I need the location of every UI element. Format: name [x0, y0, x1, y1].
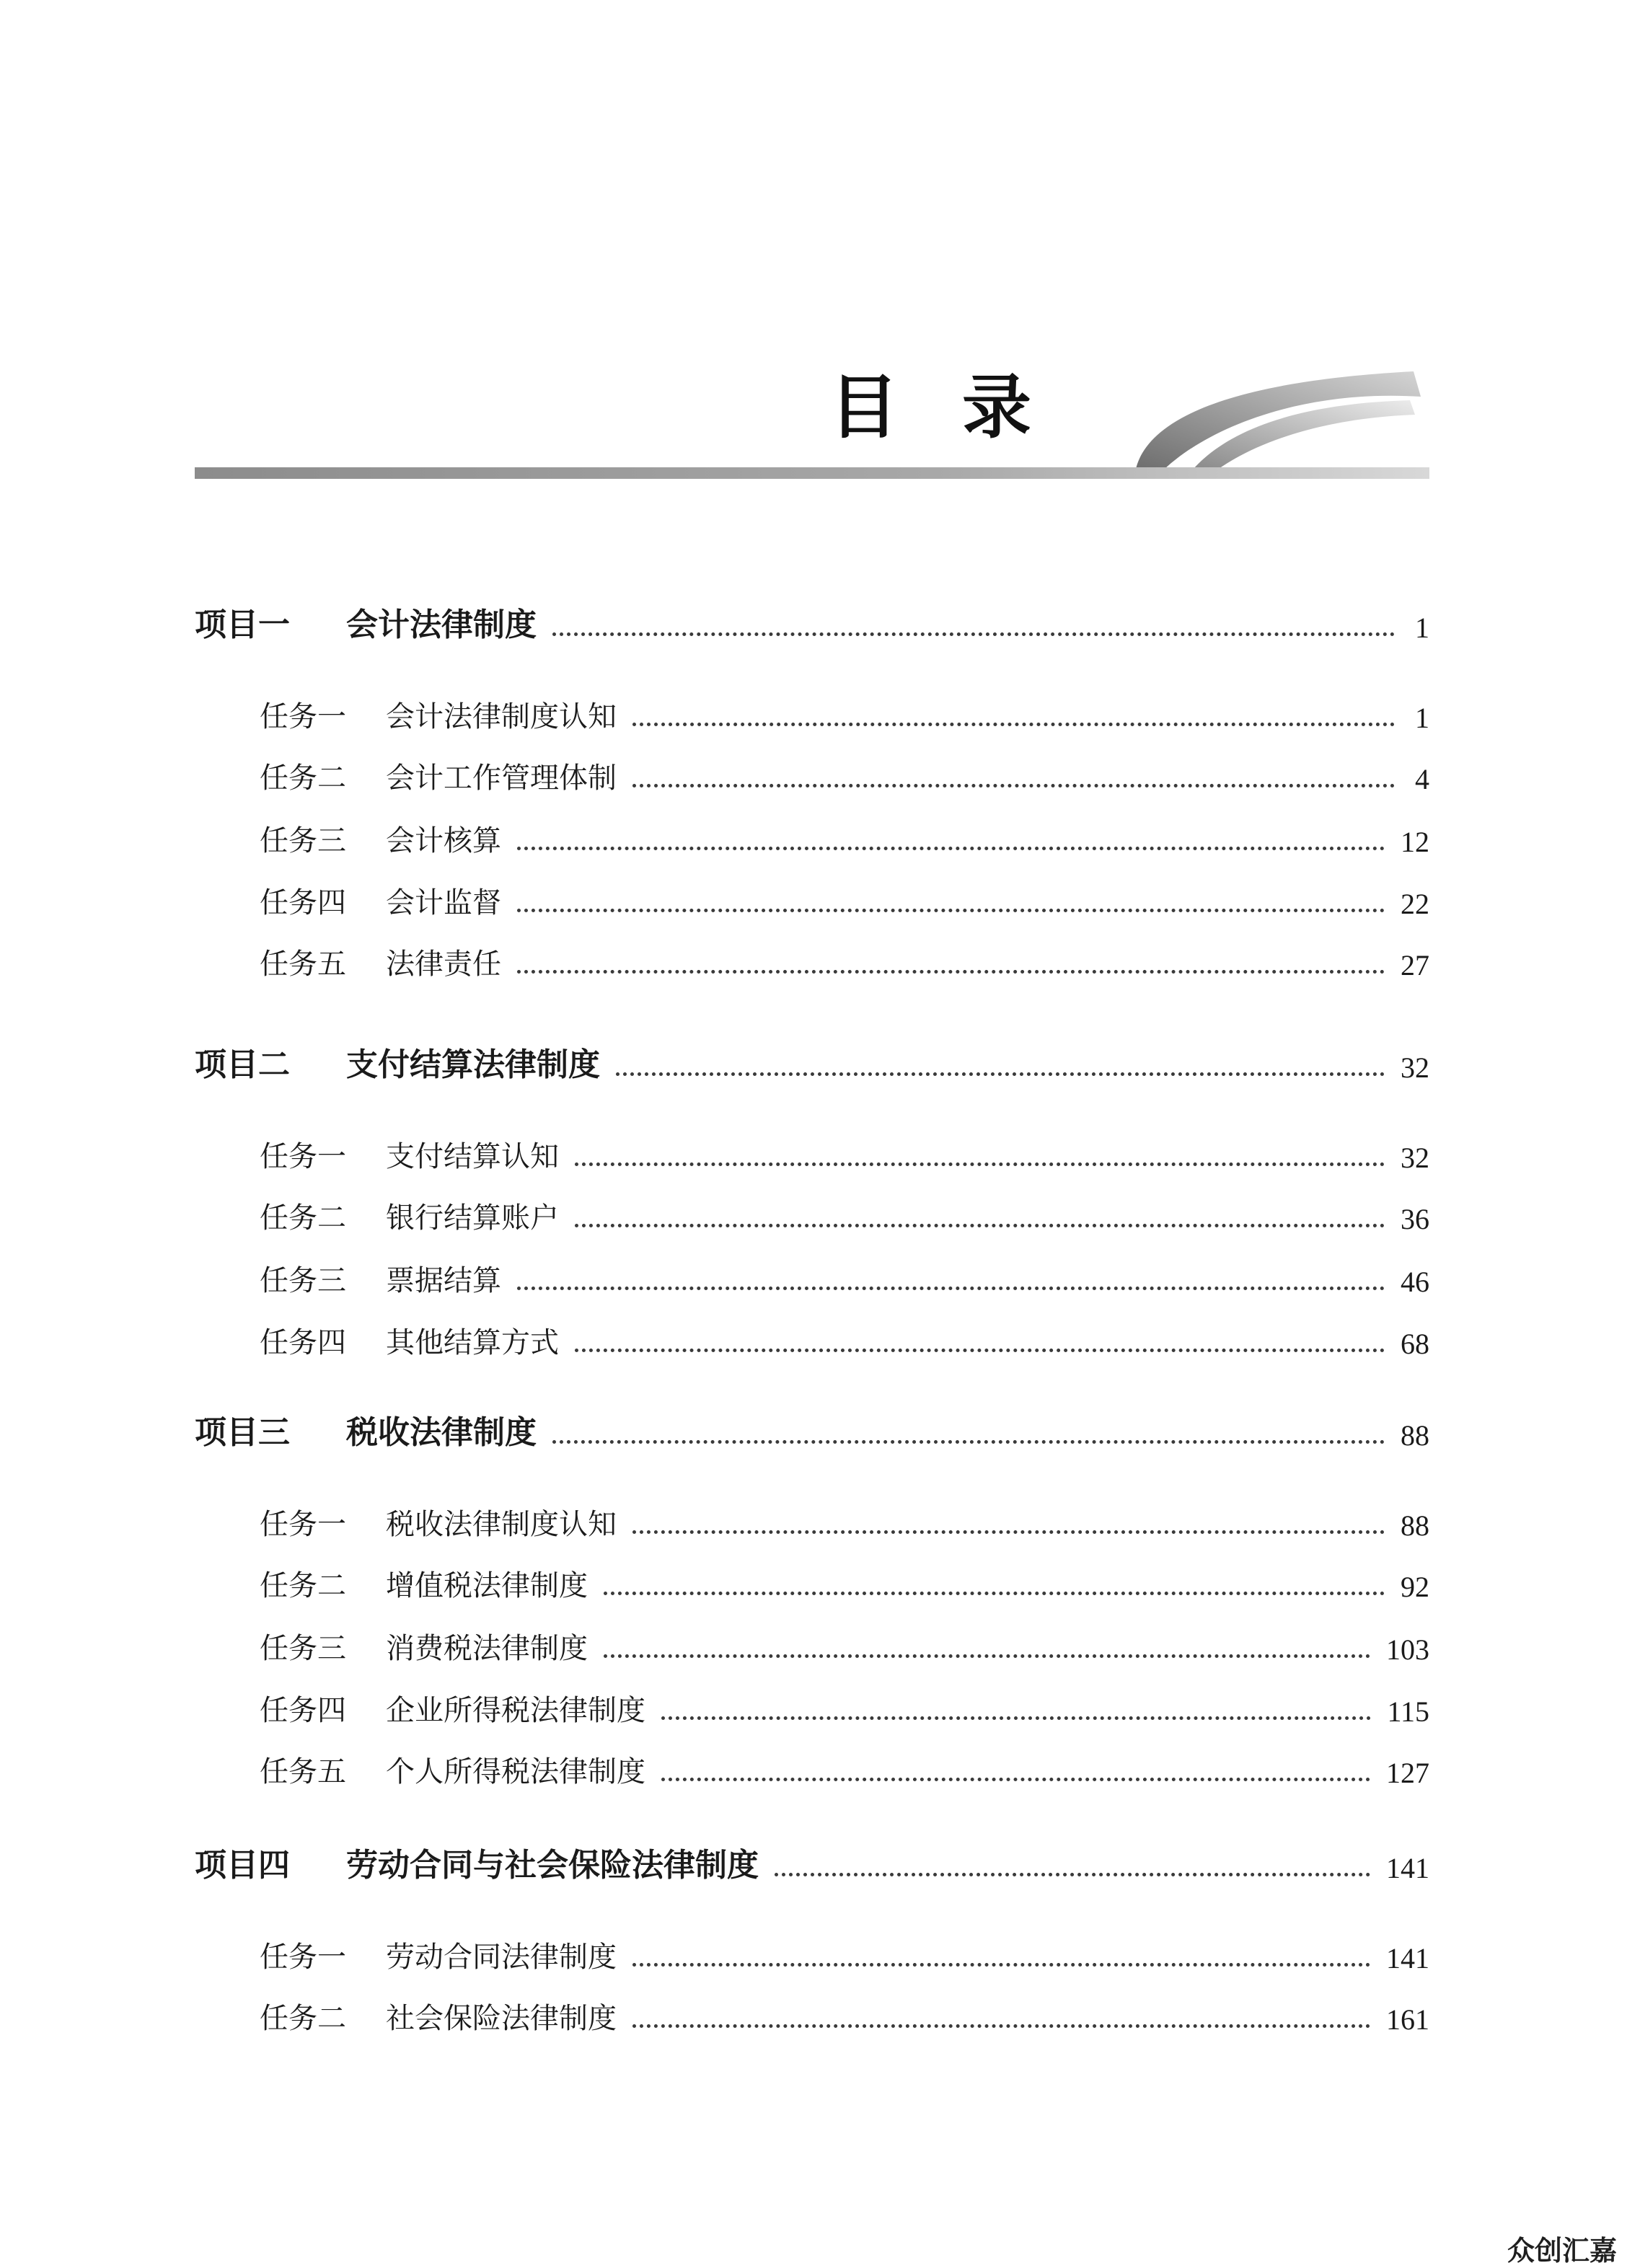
page-number: 161: [1386, 2003, 1429, 2036]
project-number: 项目二: [195, 1046, 290, 1083]
project-title: 会计法律制度: [346, 606, 537, 643]
dot-leader: [632, 2024, 1370, 2028]
dot-leader: [517, 1287, 1385, 1290]
toc-task-entry[interactable]: [260, 1315, 1429, 1361]
task-title: 增值税法律制度: [386, 1569, 588, 1602]
toc-project-entry[interactable]: [195, 1839, 1429, 1885]
page-number: 32: [1401, 1142, 1429, 1174]
toc-task-entry[interactable]: [260, 689, 1429, 735]
task-title: 会计工作管理体制: [386, 762, 617, 795]
dot-leader: [616, 1072, 1385, 1076]
task-number: 任务二: [260, 1569, 346, 1602]
toc-task-entry[interactable]: [260, 1929, 1429, 1975]
page-number: 92: [1401, 1571, 1429, 1603]
task-number: 任务四: [260, 1326, 346, 1359]
dot-leader: [775, 1873, 1370, 1876]
page-number: 36: [1401, 1203, 1429, 1235]
dot-leader: [517, 909, 1385, 912]
dot-leader: [632, 784, 1395, 787]
dot-leader: [575, 1349, 1385, 1352]
toc-task-entry[interactable]: [260, 1190, 1429, 1236]
project-title: 劳动合同与社会保险法律制度: [346, 1847, 759, 1884]
toc-task-entry[interactable]: [260, 1682, 1429, 1729]
task-number: 任务四: [260, 1694, 346, 1727]
task-number: 任务五: [260, 1755, 346, 1788]
task-title: 银行结算账户: [386, 1201, 559, 1235]
page-number: 22: [1401, 888, 1429, 920]
page-number: 1: [1415, 612, 1429, 644]
task-number: 任务四: [260, 886, 346, 919]
page-number: 88: [1401, 1509, 1429, 1542]
toc-task-entry[interactable]: [260, 875, 1429, 921]
toc-task-entry[interactable]: [260, 1253, 1429, 1299]
toc-task-entry[interactable]: [260, 936, 1429, 982]
page-number: 12: [1401, 826, 1429, 858]
task-title: 消费税法律制度: [386, 1632, 588, 1665]
toc-task-entry[interactable]: [260, 1744, 1429, 1790]
task-number: 任务一: [260, 700, 346, 733]
dot-leader: [552, 1440, 1385, 1444]
toc-project-entry[interactable]: [195, 1038, 1429, 1085]
task-title: 税收法律制度认知: [386, 1508, 617, 1541]
task-number: 任务三: [260, 824, 346, 857]
dot-leader: [575, 1162, 1385, 1166]
toc-task-entry[interactable]: [260, 1620, 1429, 1667]
toc-task-entry[interactable]: [260, 750, 1429, 796]
page-number: 127: [1386, 1757, 1429, 1789]
toc-project-entry[interactable]: [195, 599, 1429, 645]
dot-leader: [632, 723, 1395, 726]
toc-task-entry[interactable]: [260, 1129, 1429, 1175]
page-number: 46: [1401, 1266, 1429, 1298]
task-number: 任务三: [260, 1264, 346, 1297]
task-title: 社会保险法律制度: [386, 2002, 617, 2035]
page-number: 32: [1401, 1051, 1429, 1084]
title-rule: [195, 467, 1429, 479]
task-number: 任务一: [260, 1140, 346, 1173]
project-number: 项目三: [195, 1414, 290, 1451]
task-title: 个人所得税法律制度: [386, 1755, 645, 1788]
task-title: 企业所得税法律制度: [386, 1694, 645, 1727]
task-number: 任务二: [260, 2002, 346, 2035]
dot-leader: [517, 970, 1385, 974]
task-title: 法律责任: [386, 948, 501, 981]
title-swoosh-decoration: [1125, 361, 1428, 476]
task-title: 支付结算认知: [386, 1140, 559, 1173]
dot-leader: [661, 1716, 1371, 1720]
task-number: 任务三: [260, 1632, 346, 1665]
toc-project-entry[interactable]: [195, 1406, 1429, 1452]
task-number: 任务五: [260, 948, 346, 981]
task-number: 任务一: [260, 1508, 346, 1541]
page-number: 141: [1386, 1852, 1429, 1884]
task-title: 会计监督: [386, 886, 501, 919]
dot-leader: [517, 847, 1385, 850]
dot-leader: [604, 1654, 1370, 1658]
dot-leader: [604, 1592, 1385, 1595]
toc-task-entry[interactable]: [260, 1990, 1429, 2037]
page-number: 115: [1387, 1695, 1429, 1728]
project-number: 项目一: [195, 606, 290, 643]
task-title: 劳动合同法律制度: [386, 1941, 617, 1974]
page-number: 1: [1415, 702, 1429, 734]
project-title: 税收法律制度: [346, 1414, 537, 1451]
task-title: 会计核算: [386, 824, 501, 857]
task-title: 其他结算方式: [386, 1326, 559, 1359]
dot-leader: [632, 1963, 1370, 1967]
task-number: 任务二: [260, 762, 346, 795]
page-number: 4: [1415, 763, 1429, 795]
task-number: 任务二: [260, 1201, 346, 1235]
dot-leader: [632, 1530, 1385, 1534]
dot-leader: [661, 1778, 1370, 1781]
project-number: 项目四: [195, 1847, 290, 1884]
task-number: 任务一: [260, 1941, 346, 1974]
dot-leader: [552, 632, 1395, 636]
page-number: 88: [1401, 1419, 1429, 1452]
task-title: 票据结算: [386, 1264, 501, 1297]
watermark-logo: 众创汇嘉: [1507, 2235, 1618, 2267]
toc-task-entry[interactable]: [260, 813, 1429, 859]
toc-task-entry[interactable]: [260, 1496, 1429, 1543]
page-title: 目录: [829, 367, 1095, 448]
page-number: 103: [1386, 1633, 1429, 1666]
project-title: 支付结算法律制度: [346, 1046, 600, 1083]
toc-task-entry[interactable]: [260, 1558, 1429, 1604]
page-number: 141: [1386, 1942, 1429, 1974]
dot-leader: [575, 1224, 1385, 1227]
page-number: 27: [1401, 949, 1429, 981]
page-number: 68: [1401, 1328, 1429, 1360]
task-title: 会计法律制度认知: [386, 700, 617, 733]
